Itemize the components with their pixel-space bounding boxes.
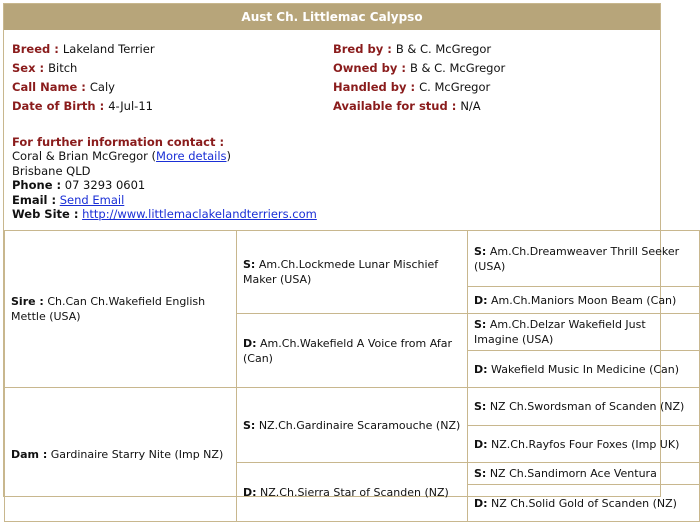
gen3-prefix: D: (474, 437, 488, 451)
gen3-prefix: S: (474, 318, 487, 331)
more-details-link[interactable]: More details (156, 149, 227, 164)
dog-details (4, 30, 660, 231)
website-link[interactable]: http://www.littlemaclakelandterriers.com (82, 207, 317, 222)
pedigree-table (4, 230, 700, 522)
gen3-name: Am.Ch.Delzar Wakefield Just Imagine (USA) (474, 318, 646, 346)
separator: : (383, 42, 396, 56)
contact-block (12, 135, 317, 221)
breed-row (12, 40, 155, 59)
gen2-name: NZ.Ch.Gardinaire Scaramouche (NZ) (258, 418, 461, 432)
gen3-name: NZ Ch.Solid Gold of Scanden (NZ) (491, 496, 677, 510)
sex-row (12, 59, 155, 78)
gen3-prefix: S: (474, 467, 487, 480)
contact-location: Brisbane QLD (12, 163, 91, 178)
sire-name: Ch.Can Ch.Wakefield English Mettle (USA) (11, 295, 206, 323)
pedigree-gen3-cell (468, 351, 700, 388)
sex-value: Bitch (48, 61, 78, 75)
pedigree-gen3-cell (468, 463, 700, 485)
website-line (12, 207, 317, 221)
phone-label: Phone : (12, 178, 62, 193)
page-title: Aust Ch. Littlemac Calypso (4, 4, 660, 30)
paren-close: ) (226, 149, 232, 164)
details-left-column (12, 40, 155, 116)
pedigree-gen2-cell (237, 388, 468, 463)
separator: : (447, 99, 461, 113)
pedigree-gen3-cell (468, 287, 700, 314)
gen3-name: Am.Ch.Dreamweaver Thrill Seeker (USA) (474, 244, 680, 273)
gen3-prefix: D: (474, 362, 488, 376)
pedigree-gen3-cell (468, 485, 700, 522)
dam-cell: Dam : Gardinaire Starry Nite (Imp NZ) (5, 388, 237, 522)
email-label: Email : (12, 192, 57, 207)
gen2-prefix: S: (243, 418, 256, 432)
gen3-prefix: D: (474, 496, 488, 510)
stud-label: Available for stud (333, 99, 448, 113)
phone-value: 07 3293 0601 (64, 178, 146, 193)
gen2-name: Am.Ch.Lockmede Lunar Mischief Maker (USA) (243, 258, 439, 286)
owned-by-label: Owned by (333, 61, 398, 75)
gen3-name: Wakefield Music In Medicine (Can) (491, 362, 680, 376)
separator: : (77, 80, 90, 94)
contact-names-line (12, 149, 317, 163)
call-name-row (12, 78, 155, 97)
handled-by-label: Handled by (333, 80, 407, 94)
gen2-prefix: D: (243, 336, 257, 350)
handled-by-value: C. McGregor (419, 80, 491, 94)
gen3-name: NZ Ch.Swordsman of Scanden (NZ) (489, 400, 685, 413)
pedigree-gen3-cell (468, 426, 700, 463)
gen2-name: Am.Ch.Wakefield A Voice from Afar (Can) (243, 336, 452, 365)
sex-label: Sex (12, 61, 36, 75)
email-line (12, 193, 317, 207)
handled-by-row (333, 78, 505, 97)
pedigree-gen2-cell (237, 463, 468, 522)
gen2-name: NZ.Ch.Sierra Star of Scanden (NZ) (260, 485, 449, 499)
separator: : (95, 99, 109, 113)
pedigree-gen3-cell (468, 314, 700, 351)
breed-value: Lakeland Terrier (62, 42, 155, 56)
bred-by-value: B & C. McGregor (395, 42, 492, 56)
pedigree-gen2-cell (237, 314, 468, 388)
contact-heading: For further information contact : (12, 135, 225, 149)
contact-names: Coral & Brian McGregor (12, 149, 148, 164)
pedigree-gen3-cell (468, 388, 700, 426)
bred-by-row (333, 40, 505, 59)
stud-row (333, 97, 505, 116)
separator: : (50, 42, 63, 56)
breed-label: Breed (12, 42, 51, 56)
stud-value: N/A (460, 99, 481, 113)
pedigree-gen3-cell (468, 231, 700, 287)
gen3-prefix: D: (474, 293, 488, 307)
dam-label: Dam (11, 448, 40, 461)
owned-by-row (333, 59, 505, 78)
sire-label: Sire (11, 295, 36, 308)
website-label: Web Site : (12, 207, 79, 222)
dog-profile-panel (3, 3, 685, 510)
details-right-column (333, 40, 505, 116)
gen3-prefix: S: (474, 400, 487, 413)
phone-line (12, 178, 317, 192)
owned-by-value: B & C. McGregor (409, 61, 506, 75)
separator: : (406, 80, 420, 94)
separator: : (397, 61, 410, 75)
gen2-prefix: D: (243, 485, 257, 499)
dam-name: Gardinaire Starry Nite (Imp NZ) (50, 448, 224, 461)
dob-label: Date of Birth (12, 99, 96, 113)
call-name-value: Caly (89, 80, 115, 94)
dob-row (12, 97, 155, 116)
gen3-name: NZ.Ch.Rayfos Four Foxes (Imp UK) (491, 437, 680, 451)
pedigree-gen2-cell (237, 231, 468, 314)
bred-by-label: Bred by (333, 42, 384, 56)
sire-cell: Sire : Ch.Can Ch.Wakefield English Mettle (USA) (5, 231, 237, 388)
call-name-label: Call Name (12, 80, 78, 94)
dob-value: 4-Jul-11 (108, 99, 153, 113)
gen2-prefix: S: (243, 258, 256, 271)
gen3-name: Am.Ch.Maniors Moon Beam (Can) (491, 293, 677, 307)
gen3-name: NZ Ch.Sandimorn Ace Ventura (489, 467, 657, 480)
paren-open: ( (147, 149, 157, 164)
send-email-link[interactable]: Send Email (59, 192, 125, 207)
gen3-prefix: S: (474, 244, 487, 258)
separator: : (35, 61, 49, 75)
